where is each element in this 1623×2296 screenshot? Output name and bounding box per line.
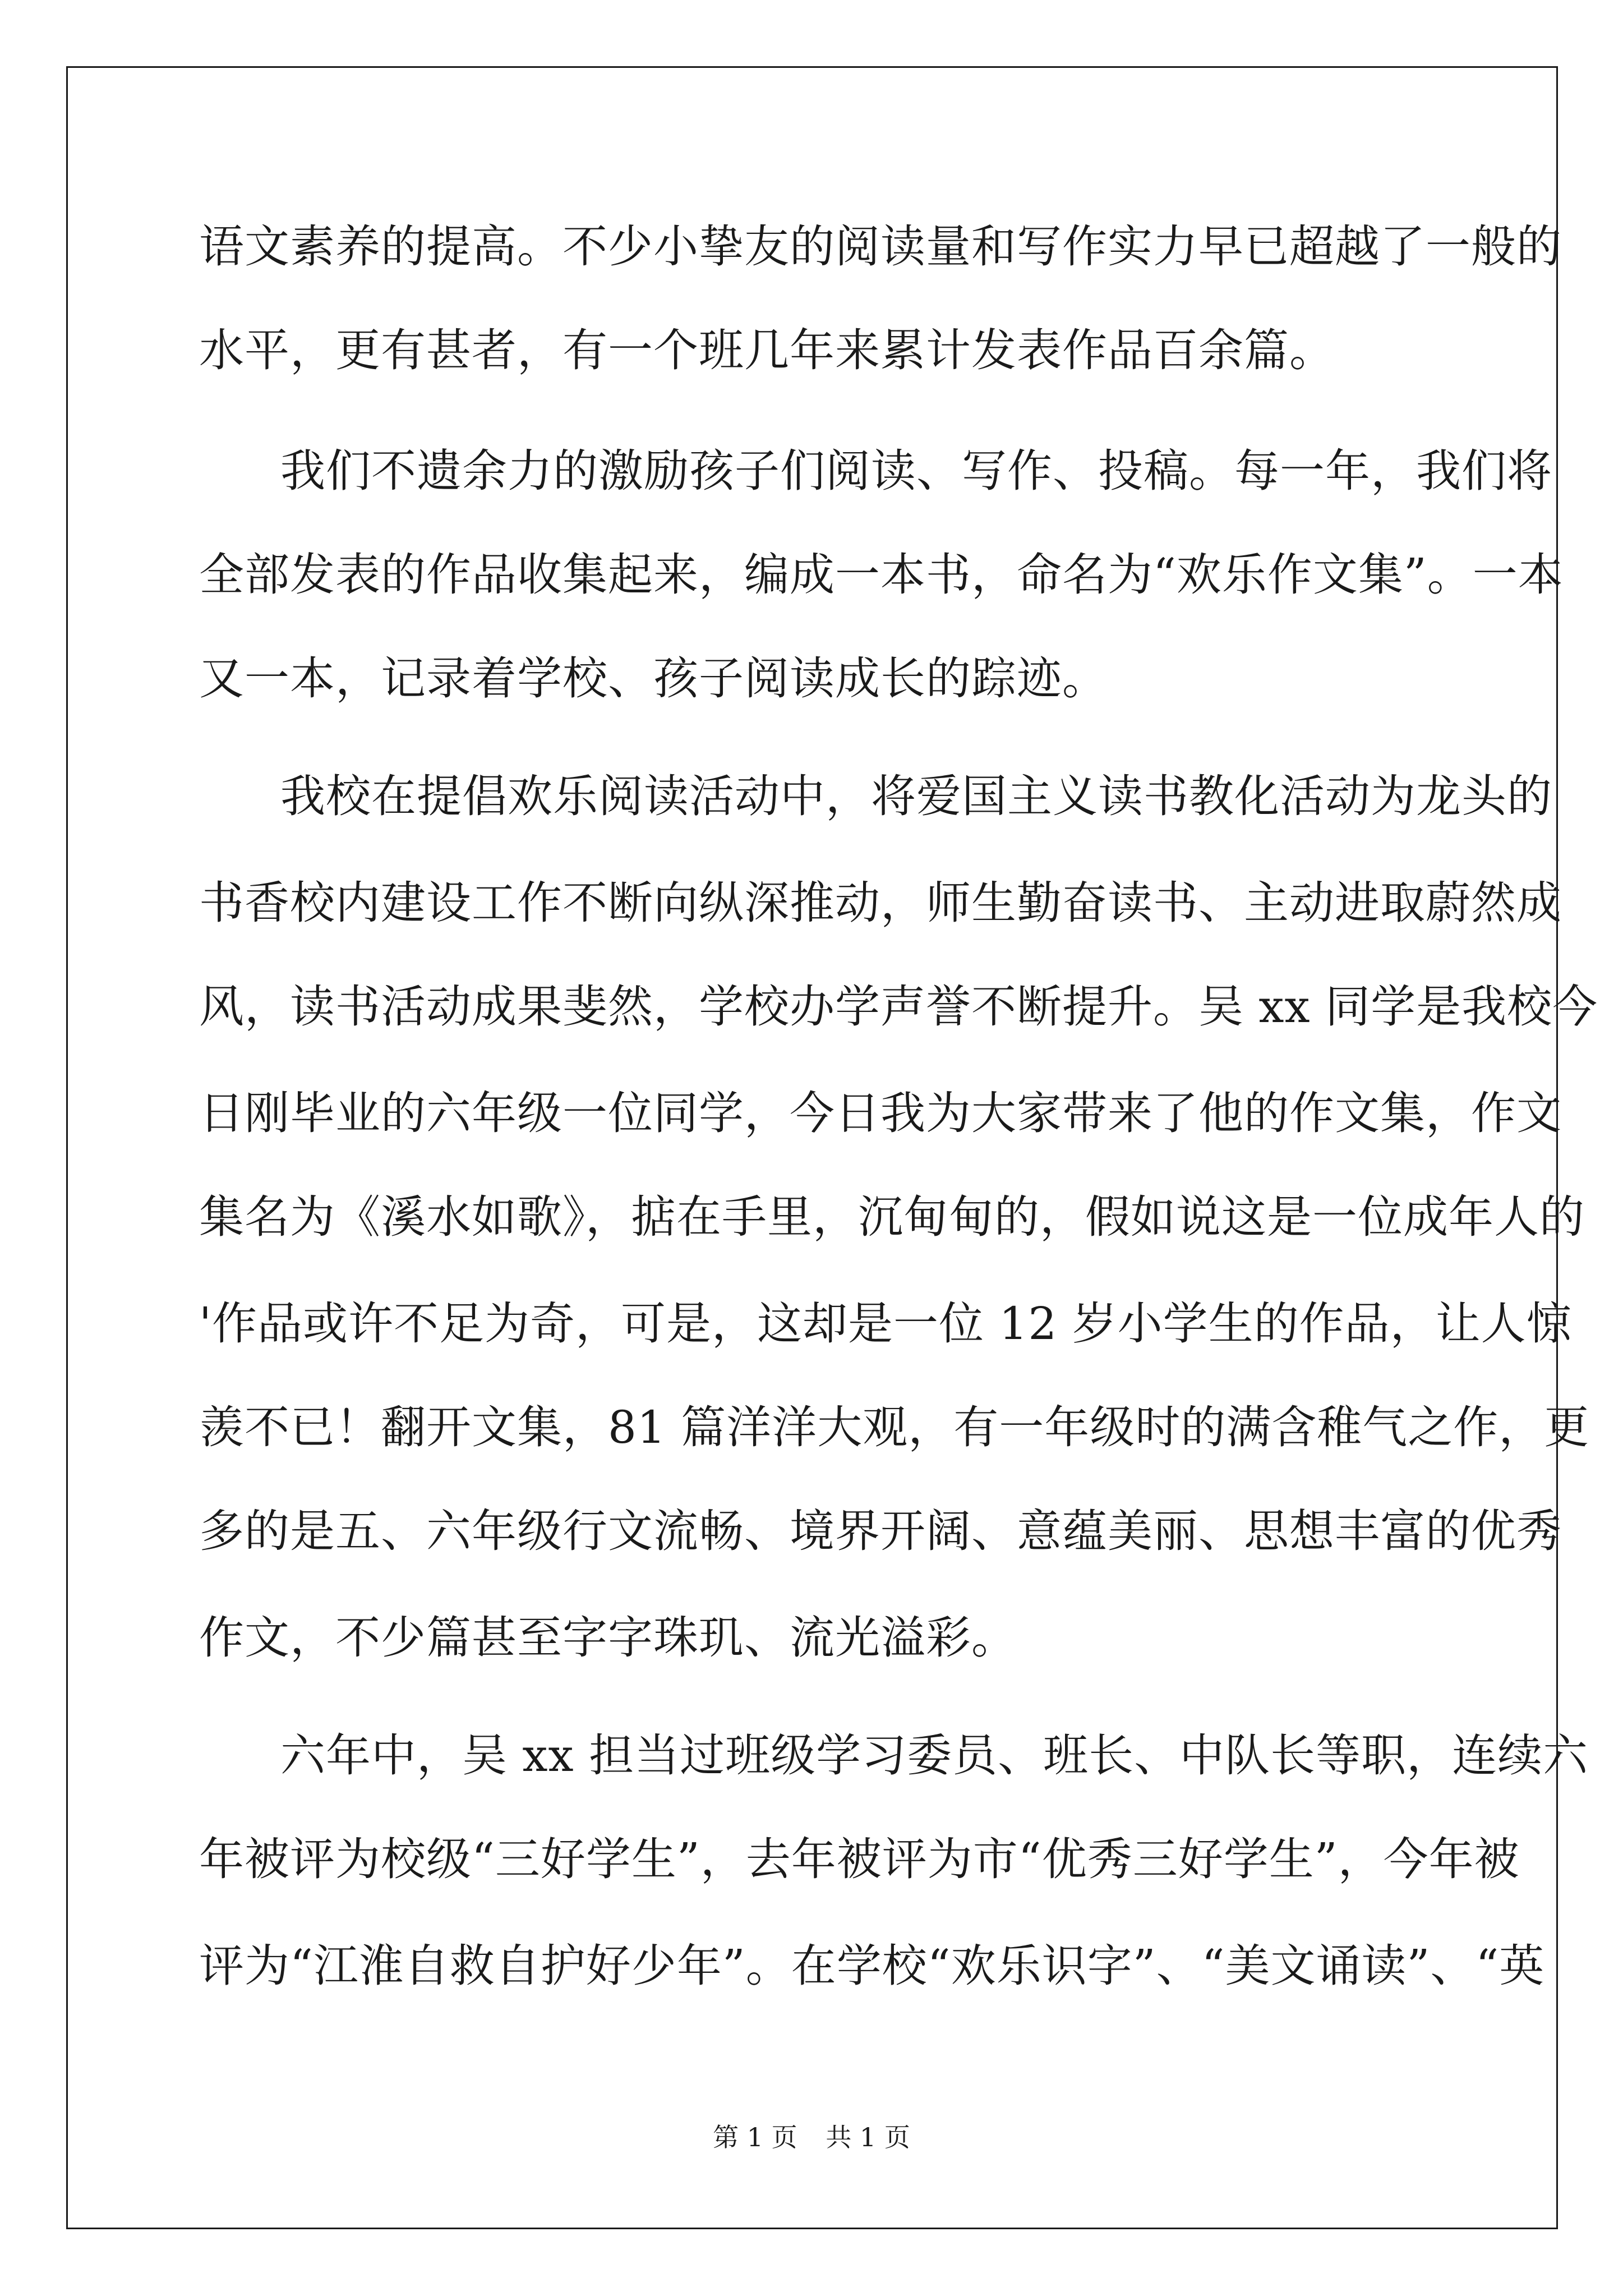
paragraph-first-line: 我校在提倡欢乐阅读活动中，将爱国主义读书教化活动为龙头的: [280, 770, 1552, 822]
paragraph-first-line: 我们不遗余力的激励孩子们阅读、写作、投稿。每一年，我们将: [280, 445, 1552, 497]
text-line: 又一本，记录着学校、孩子阅读成长的踪迹。: [199, 652, 1108, 705]
text-line: 书香校内建设工作不断向纵深推动，师生勤奋读书、主动进取蔚然成: [199, 877, 1562, 929]
text-line: 水平，更有甚者，有一个班几年来累计发表作品百余篇。: [199, 324, 1335, 376]
paragraph-first-line: 六年中，吴 xx 担当过班级学习委员、班长、中队长等职，连续六: [280, 1729, 1589, 1782]
text-line: 年被评为校级“三好学生”，去年被评为市“优秀三好学生”，今年被: [199, 1833, 1520, 1885]
text-line: 全部发表的作品收集起来，编成一本书，命名为“欢乐作文集”。一本: [199, 549, 1564, 601]
text-line: 风，读书活动成果斐然，学校办学声誉不断提升。吴 xx 同学是我校今: [199, 981, 1598, 1033]
text-line: 多的是五、六年级行文流畅、境界开阔、意蕴美丽、思想丰富的优秀: [199, 1505, 1562, 1557]
page-total: 共 1 页: [826, 2122, 910, 2152]
text-line: 作文，不少篇甚至字字珠玑、流光溢彩。: [199, 1612, 1017, 1664]
text-line: 评为“江淮自救自护好少年”。在学校“欢乐识字”、“美文诵读”、“英: [199, 1940, 1545, 1992]
text-line: 语文素养的提高。不少小挚友的阅读量和写作实力早已超越了一般的: [199, 220, 1562, 273]
page-border: [66, 66, 1598, 2229]
text-line: 日刚毕业的六年级一位同学，今日我为大家带来了他的作文集，作文: [199, 1087, 1562, 1139]
page-footer: [0, 2120, 1623, 2154]
text-line: '作品或许不足为奇，可是，这却是一位 12 岁小学生的作品，让人惊: [199, 1297, 1572, 1350]
text-line: 集名为《溪水如歌》，掂在手里，沉甸甸的，假如说这是一位成年人的: [199, 1191, 1585, 1243]
page-number: 第 1 页: [713, 2122, 797, 2152]
text-line: 羡不已！翻开文集，81 篇洋洋大观，有一年级时的满含稚气之作，更: [199, 1401, 1590, 1453]
